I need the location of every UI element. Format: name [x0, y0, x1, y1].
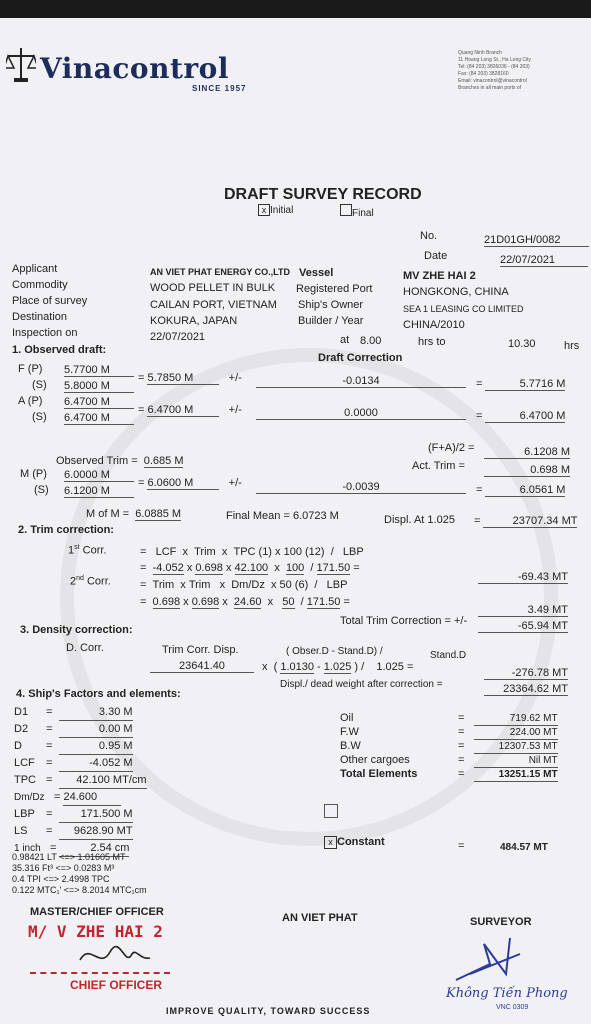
std-density-2: 1.025 — [376, 661, 404, 673]
conversions — [12, 852, 147, 896]
f-mean-value: 5.7850 M — [147, 372, 219, 385]
branch-line: Email: vinacontrol@vinacontrol — [458, 78, 527, 84]
factors-list — [14, 704, 147, 857]
tcd-label: Trim Corr. Disp. — [162, 644, 239, 656]
section-observed-draft: 1. Observed draft: — [12, 344, 107, 356]
displ-label: Displ. At 1.025 — [384, 514, 455, 526]
m-mean-value: 6.0600 M — [147, 477, 219, 490]
fs-label: (S) — [32, 379, 47, 391]
displ: = 23707.34 MT — [474, 515, 578, 527]
dcorr-label: D. Corr. — [66, 642, 104, 654]
fp-value: 5.7700 M — [64, 364, 134, 377]
obs-stand-label: ( Obser.D - Stand.D) / — [286, 646, 383, 657]
destination-value: KOKURA, JAPAN — [150, 315, 238, 327]
brand-name: Vinacontrol — [40, 52, 229, 85]
section-trim-correction: 2. Trim correction: — [18, 524, 114, 536]
elements-list — [340, 712, 558, 782]
fa2-value: 6.1208 M — [484, 446, 570, 459]
applicant-value: AN VIET PHAT ENERGY CO.,LTD — [150, 267, 291, 277]
as-value: 6.4700 M — [64, 412, 134, 425]
conversion-line: 0.4 TPI <=> 2.4998 TPC — [12, 874, 110, 884]
master-stamp-bottom: CHIEF OFFICER — [70, 978, 162, 992]
final-mean: Final Mean = 6.0723 M — [226, 510, 339, 522]
factor-row: D2 = 0.00 M — [14, 721, 147, 738]
surveyor-signature — [450, 934, 540, 989]
brand-since: SINCE 1957 — [192, 84, 247, 93]
vessel-value: MV ZHE HAI 2 — [403, 270, 476, 282]
mp-label: M (P) — [20, 468, 47, 480]
no-value: 21D01GH/0082 — [484, 234, 589, 247]
date-label: Date — [424, 250, 448, 262]
second-corr-values: = 0.698 x 0.698 x 24.60 x 50 / 171.50 = — [140, 596, 350, 608]
branch-info — [458, 50, 531, 92]
section-density-correction: 3. Density correction: — [20, 624, 133, 636]
first-corr-header: = LCF x Trim x TPC (1) x 100 (12) / LBP — [140, 546, 364, 558]
section-ship-factors: 4. Ship's Factors and elements: — [16, 688, 181, 700]
factor-row: D1 = 3.30 M — [14, 704, 147, 721]
branch-line: Branches in all main ports of — [458, 85, 522, 91]
surveyor-title: SURVEYOR — [470, 916, 532, 928]
final-mean-value: 6.0723 M — [292, 510, 339, 522]
constant-eq: = — [458, 840, 465, 852]
second-corr-header: = Trim x Trim x Dm/Dz x 50 (6) / LBP — [140, 579, 348, 591]
branch-line: Quang Ninh Branch — [458, 50, 502, 56]
obs-density: 1.0130 — [280, 661, 314, 673]
m-mean: = 6.0600 M +/- — [138, 477, 242, 489]
f-mean: = 5.7850 M +/- — [138, 372, 242, 384]
master-signature — [70, 940, 160, 981]
footer-slogan: IMPROVE QUALITY, TOWARD SUCCESS — [166, 1006, 371, 1016]
initial-label: Initial — [270, 205, 294, 216]
factor-row: Dm/Dz = 24.600 — [14, 789, 147, 806]
element-row: F.W = 224.00 MT — [340, 726, 558, 738]
branch-line: 11 Hoang Long St., Ha Long City — [458, 57, 532, 63]
m-res: = 6.0561 M — [476, 484, 566, 496]
a-res-value: 6.4700 M — [485, 410, 565, 423]
m-corr-value: -0.0039 — [256, 481, 466, 494]
first-corr-label: 1st Corr. — [68, 544, 107, 557]
second-corr-label: 2nd Corr. — [70, 575, 111, 588]
tcd-value: 23641.40 — [150, 660, 254, 673]
constant-row — [324, 836, 385, 849]
port-label: Registered Port — [296, 283, 373, 295]
fs-value: 5.8000 M — [64, 380, 134, 393]
mom: M of M = 6.0885 M — [86, 508, 182, 520]
conversion-line: 0.98421 LT <=> 1.01605 MT — [12, 852, 126, 862]
vessel-label: Vessel — [299, 267, 334, 279]
port-value: HONGKONG, CHINA — [403, 286, 509, 298]
as-label: (S) — [32, 411, 47, 423]
inspection-label: Inspection on — [12, 327, 78, 339]
builder-value: CHINA/2010 — [403, 319, 465, 331]
density-values: x ( 1.0130 - 1.025 ) / 1.025 = — [262, 661, 414, 673]
surveyor-code: VNC 0309 — [496, 1004, 529, 1011]
empty-checkbox — [324, 804, 338, 818]
hrs-label: hrs — [564, 340, 580, 352]
master-stamp-top: M/ V ZHE HAI 2 — [28, 922, 163, 941]
date-value: 22/07/2021 — [500, 254, 588, 267]
no-label: No. — [420, 230, 438, 242]
element-row: Total Elements = 13251.15 MT — [340, 768, 558, 780]
owner-label: Ship's Owner — [298, 299, 364, 311]
second-corr-result: 3.49 MT — [478, 604, 568, 617]
inspection-value: 22/07/2021 — [150, 331, 206, 343]
stand-label: Stand.D — [430, 650, 467, 661]
final-checkbox — [340, 204, 374, 219]
mom-value: 6.0885 M — [135, 508, 182, 520]
time-from: 8.00 — [360, 335, 382, 347]
stamp-line — [30, 972, 170, 974]
branch-line: Tel: (84 203) 3826036 - (84 203) — [458, 64, 530, 70]
ap-value: 6.4700 M — [64, 396, 134, 409]
a-mean: = 6.4700 M +/- — [138, 404, 242, 416]
vinacontrol-logo-icon — [6, 46, 36, 89]
place-label: Place of survey — [12, 295, 88, 307]
document-page — [0, 18, 591, 1024]
place-value: CAILAN PORT, VIETNAM — [150, 299, 277, 311]
dw-value: 23364.62 MT — [484, 683, 568, 696]
fp-label: F (P) — [18, 363, 43, 375]
surveyor-name: Không Tiến Phong — [446, 986, 568, 1001]
factor-row: 1 inch = 2.54 cm — [14, 840, 147, 857]
a-corr-value: 0.0000 — [256, 407, 466, 420]
factor-row: LS = 9628.90 MT — [14, 823, 147, 840]
factor-row: LCF = -4.052 M — [14, 755, 147, 772]
owner-value: SEA 1 LEASING CO LIMITED — [403, 304, 524, 314]
commodity-label: Commodity — [12, 279, 68, 291]
element-row: Oil = 719.62 MT — [340, 712, 558, 724]
f-res: = 5.7716 M — [476, 378, 566, 390]
obs-trim-value: 0.685 M — [143, 455, 184, 467]
initial-checkbox — [258, 204, 293, 216]
f-res-value: 5.7716 M — [485, 378, 565, 391]
initial-checkbox-mark: x — [258, 204, 270, 216]
constant-label: Constant — [337, 836, 385, 848]
constant-mark: x — [324, 836, 337, 849]
applicant-label: Applicant — [12, 263, 58, 275]
applicant-sign-title: AN VIET PHAT — [282, 912, 358, 924]
m-res-value: 6.0561 M — [485, 484, 565, 497]
element-row: B.W = 12307.53 MT — [340, 740, 558, 752]
commodity-value: WOOD PELLET IN BULK — [150, 282, 276, 294]
factor-row: LBP = 171.500 M — [14, 806, 147, 823]
element-row: Other cargoes = Nil MT — [340, 754, 558, 766]
displ-value: 23707.34 MT — [483, 515, 577, 528]
time-to: 10.30 — [508, 338, 536, 350]
conversion-line: 35.316 Ft³ <=> 0.0283 M³ — [12, 863, 115, 873]
dw-label: Displ./ dead weight after correction = — [280, 679, 443, 690]
factor-row: TPC = 42.100 MT/cm — [14, 772, 147, 789]
factor-row: D = 0.95 M — [14, 738, 147, 755]
obs-trim: Observed Trim = 0.685 M — [56, 455, 184, 467]
record-title: DRAFT SURVEY RECORD — [224, 186, 422, 203]
mp-value: 6.0000 M — [64, 469, 134, 482]
a-res: = 6.4700 M — [476, 410, 566, 422]
branch-line: Fax: (84 203) 3828160 — [458, 71, 509, 77]
act-trim-value: 0.698 M — [484, 464, 570, 477]
density-result: -276.78 MT — [484, 667, 568, 680]
fa2-label: (F+A)/2 = — [428, 442, 475, 454]
act-trim-label: Act. Trim = — [412, 460, 465, 472]
final-label: Final — [352, 208, 374, 219]
ap-label: A (P) — [18, 395, 43, 407]
conversion-line: 0.122 MTC₁' <=> 8.2014 MTC₁cm — [12, 885, 147, 895]
at-label: at — [340, 334, 350, 346]
hrs-to-label: hrs to — [418, 336, 446, 348]
draft-correction-title: Draft Correction — [318, 352, 403, 364]
first-corr-values: = -4.052 x 0.698 x 42.100 x 100 / 171.50 = — [140, 562, 360, 574]
master-title: MASTER/CHIEF OFFICER — [30, 906, 164, 918]
destination-label: Destination — [12, 311, 68, 323]
first-corr-result: -69.43 MT — [478, 571, 568, 584]
builder-label: Builder / Year — [298, 315, 364, 327]
f-corr-value: -0.0134 — [256, 375, 466, 388]
total-trim-label: Total Trim Correction = +/- — [340, 615, 468, 627]
total-trim-value: -65.94 MT — [478, 620, 568, 633]
constant-value: 484.57 MT — [500, 842, 548, 853]
std-density: 1.025 — [323, 661, 352, 673]
ms-label: (S) — [34, 484, 49, 496]
a-mean-value: 6.4700 M — [147, 404, 219, 417]
ms-value: 6.1200 M — [64, 485, 134, 498]
